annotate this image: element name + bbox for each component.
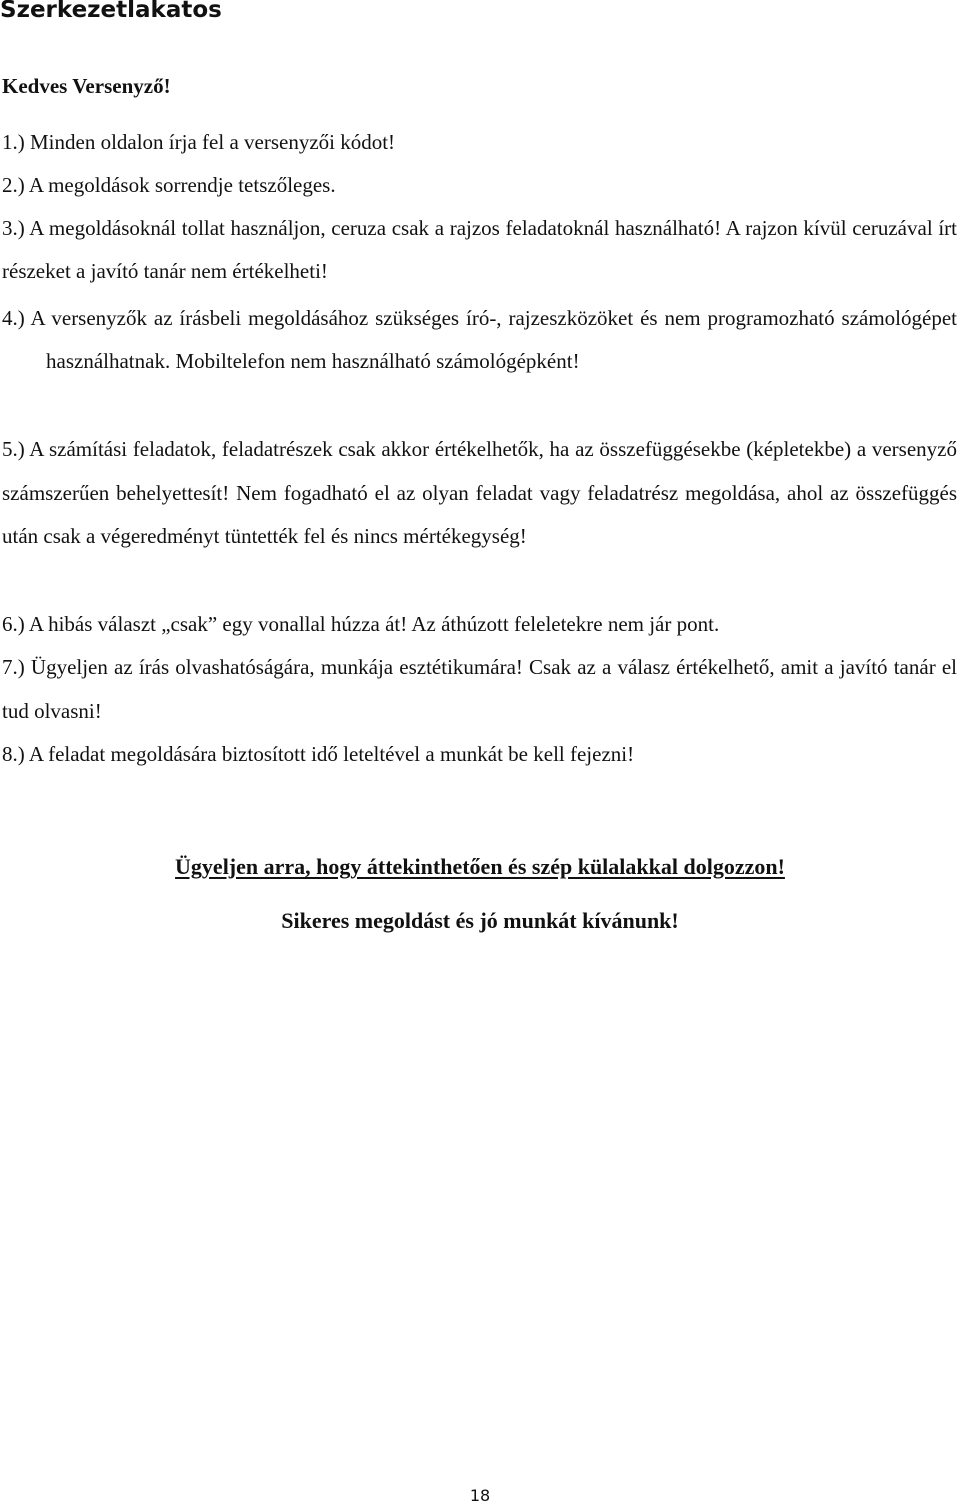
rule-item-3: 3.) A megoldásoknál tollat használjon, ceruza csak a rajzos feladatoknál használható! A rajzon kívül ceruzával írt részeket a javító tanár nem értékelheti! [2,216,957,283]
rule-item-5: 5.) A számítási feladatok, feladatrészek csak akkor értékelhetők, ha az összefüggésekbe (képletekbe) a versenyző számszerűen behelyettesít! Nem fogadható el az olyan feladat vagy feladatrész megoldása, ahol az összefüggés után csak a végeredményt tüntették fel és nincs mértékegység! [2,437,957,548]
closing-instruction: Ügyeljen arra, hogy áttekinthetően és szép külalakkal dolgozzon! [175,854,785,879]
greeting: Kedves Versenyző! [2,74,171,98]
rule-item-4: 4.) A versenyzők az írásbeli megoldásához szükséges író-, rajzeszközöket és nem programozható számológépet használhatnak. Mobiltelefon nem használható számológépként! [2,306,957,373]
rule-item-1: 1.) Minden oldalon írja fel a versenyzői kódot! [2,130,396,154]
rule-item-6: 6.) A hibás választ „csak” egy vonallal húzza át! Az áthúzott feleletekre nem jár pont. [2,612,720,636]
page-title: Szerkezetlakatos [0,0,222,23]
rule-item-7: 7.) Ügyeljen az írás olvashatóságára, munkája esztétikumára! Csak az a válasz értékelhető, amit a javító tanár el tud olvasni! [2,655,957,723]
closing-wish: Sikeres megoldást és jó munkát kívánunk! [281,908,679,933]
rule-item-8: 8.) A feladat megoldására biztosított idő leteltével a munkát be kell fejezni! [2,742,635,766]
rule-item-2: 2.) A megoldások sorrendje tetszőleges. [2,173,336,197]
page-number: 18 [469,1486,491,1505]
